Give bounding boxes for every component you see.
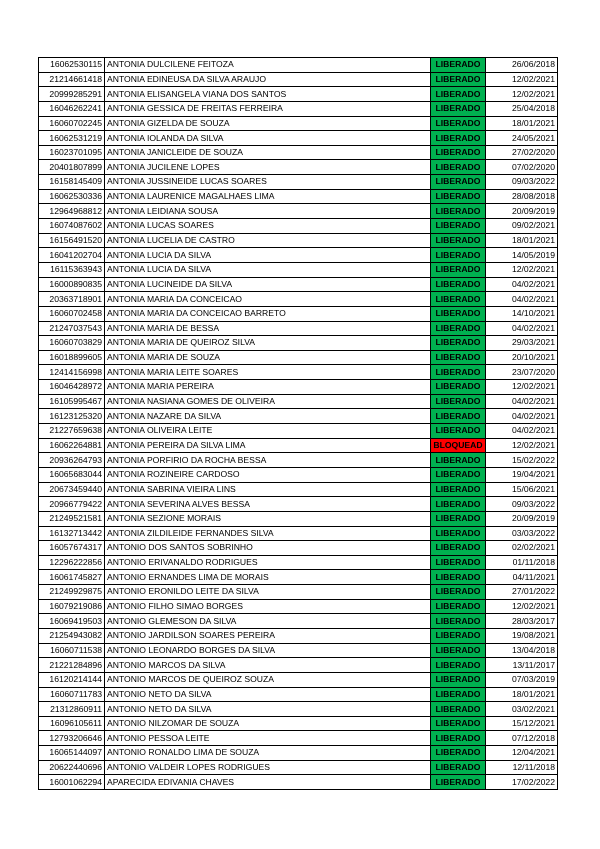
table-row [39,160,558,175]
table-row [39,526,558,541]
name-cell: ANTONIO GLEMESON DA SILVA [105,614,431,629]
id-cell: 20363718901 [39,292,105,307]
id-cell: 16023701095 [39,145,105,160]
status-cell: LIBERADO [431,204,486,219]
name-cell: ANTONIO PESSOA LEITE [105,731,431,746]
id-cell: 21214661418 [39,72,105,87]
date-cell: 14/10/2021 [486,306,558,321]
date-cell: 12/04/2021 [486,746,558,761]
status-cell: LIBERADO [431,453,486,468]
name-cell: ANTONIA SABRINA VIEIRA LINS [105,482,431,497]
status-cell: LIBERADO [431,116,486,131]
table-row [39,131,558,146]
status-cell: LIBERADO [431,248,486,263]
date-cell: 27/01/2022 [486,585,558,600]
status-cell: LIBERADO [431,233,486,248]
date-cell: 18/01/2021 [486,687,558,702]
date-cell: 13/11/2017 [486,658,558,673]
date-cell: 15/12/2021 [486,716,558,731]
status-cell: LIBERADO [431,424,486,439]
name-cell: ANTONIA SEZIONE MORAIS [105,511,431,526]
table-row [39,204,558,219]
date-cell: 09/02/2021 [486,219,558,234]
name-cell: ANTONIA LUCINEIDE DA SILVA [105,277,431,292]
name-cell: ANTONIA JUSSINEIDE LUCAS SOARES [105,175,431,190]
status-cell: LIBERADO [431,409,486,424]
date-cell: 15/06/2021 [486,482,558,497]
date-cell: 02/02/2021 [486,541,558,556]
status-cell: LIBERADO [431,643,486,658]
table-row [39,116,558,131]
status-cell: LIBERADO [431,175,486,190]
id-cell: 20673459440 [39,482,105,497]
table-row [39,672,558,687]
name-cell: ANTONIA NASIANA GOMES DE OLIVEIRA [105,394,431,409]
id-cell: 16062264881 [39,438,105,453]
table-row [39,336,558,351]
name-cell: ANTONIO LEONARDO BORGES DA SILVA [105,643,431,658]
status-cell: LIBERADO [431,380,486,395]
table-row [39,277,558,292]
id-cell: 16062530115 [39,58,105,73]
date-cell: 04/02/2021 [486,292,558,307]
table-row [39,248,558,263]
date-cell: 29/03/2021 [486,336,558,351]
status-cell: LIBERADO [431,541,486,556]
date-cell: 12/02/2021 [486,262,558,277]
date-cell: 03/02/2021 [486,702,558,717]
table-row [39,731,558,746]
id-cell: 16069419503 [39,614,105,629]
name-cell: ANTONIA DULCILENE FEITOZA [105,58,431,73]
status-cell: LIBERADO [431,585,486,600]
status-cell: LIBERADO [431,277,486,292]
id-cell: 20966779422 [39,497,105,512]
status-cell: LIBERADO [431,570,486,585]
name-cell: ANTONIO VALDEIR LOPES RODRIGUES [105,760,431,775]
id-cell: 16065144097 [39,746,105,761]
id-cell: 21254943082 [39,628,105,643]
name-cell: ANTONIA SEVERINA ALVES BESSA [105,497,431,512]
date-cell: 12/02/2021 [486,599,558,614]
date-cell: 19/08/2021 [486,628,558,643]
table-row [39,760,558,775]
table-row [39,511,558,526]
status-cell: LIBERADO [431,58,486,73]
id-cell: 16132713442 [39,526,105,541]
table-row [39,467,558,482]
table-row [39,58,558,73]
status-cell: LIBERADO [431,658,486,673]
name-cell: ANTONIA EDINEUSA DA SILVA ARAUJO [105,72,431,87]
name-cell: ANTONIA MARIA DE SOUZA [105,350,431,365]
date-cell: 07/03/2019 [486,672,558,687]
table-row [39,775,558,790]
id-cell: 16046262241 [39,101,105,116]
name-cell: ANTONIO MARCOS DE QUEIROZ SOUZA [105,672,431,687]
status-cell: LIBERADO [431,394,486,409]
date-cell: 07/12/2018 [486,731,558,746]
date-cell: 20/09/2019 [486,511,558,526]
id-cell: 16074087602 [39,219,105,234]
status-cell: LIBERADO [431,482,486,497]
table-row [39,614,558,629]
table-row [39,219,558,234]
table-row [39,380,558,395]
status-cell: LIBERADO [431,145,486,160]
table-row [39,262,558,277]
table-row [39,350,558,365]
status-cell: LIBERADO [431,219,486,234]
table-row [39,585,558,600]
name-cell: ANTONIA LAURENICE MAGALHAES LIMA [105,189,431,204]
id-cell: 16018899605 [39,350,105,365]
name-cell: ANTONIA MARIA DA CONCEICAO [105,292,431,307]
id-cell: 20401807899 [39,160,105,175]
table-row [39,570,558,585]
table-row [39,292,558,307]
id-cell: 16062531219 [39,131,105,146]
status-cell: LIBERADO [431,72,486,87]
name-cell: ANTONIA ROZINEIRE CARDOSO [105,467,431,482]
id-cell: 12296222856 [39,555,105,570]
table-row [39,424,558,439]
date-cell: 27/02/2020 [486,145,558,160]
id-cell: 16060711538 [39,643,105,658]
status-cell: BLOQUEAD [431,438,486,453]
status-cell: LIBERADO [431,467,486,482]
id-cell: 16046428972 [39,380,105,395]
name-cell: ANTONIO NETO DA SILVA [105,687,431,702]
name-cell: ANTONIO MARCOS DA SILVA [105,658,431,673]
table-row [39,72,558,87]
table-row [39,541,558,556]
id-cell: 16158145409 [39,175,105,190]
table-row [39,482,558,497]
table-row [39,628,558,643]
table-row [39,746,558,761]
table-row [39,394,558,409]
status-cell: LIBERADO [431,731,486,746]
status-cell: LIBERADO [431,262,486,277]
date-cell: 28/08/2018 [486,189,558,204]
name-cell: ANTONIA LEIDIANA SOUSA [105,204,431,219]
status-cell: LIBERADO [431,365,486,380]
name-cell: ANTONIA MARIA DA CONCEICAO BARRETO [105,306,431,321]
name-cell: ANTONIA ELISANGELA VIANA DOS SANTOS [105,87,431,102]
id-cell: 16065683044 [39,467,105,482]
id-cell: 21247037543 [39,321,105,336]
status-cell: LIBERADO [431,599,486,614]
status-cell: LIBERADO [431,292,486,307]
date-cell: 17/02/2022 [486,775,558,790]
name-cell: ANTONIO DOS SANTOS SOBRINHO [105,541,431,556]
id-cell: 16060711783 [39,687,105,702]
date-cell: 04/11/2021 [486,570,558,585]
id-cell: 12964968812 [39,204,105,219]
date-cell: 28/03/2017 [486,614,558,629]
table-row [39,497,558,512]
table-row [39,365,558,380]
name-cell: ANTONIA MARIA DE QUEIROZ SILVA [105,336,431,351]
id-cell: 12414156998 [39,365,105,380]
records-table-body [39,58,558,790]
name-cell: ANTONIA MARIA LEITE SOARES [105,365,431,380]
id-cell: 16000890835 [39,277,105,292]
id-cell: 20622440696 [39,760,105,775]
table-row [39,702,558,717]
status-cell: LIBERADO [431,672,486,687]
table-row [39,175,558,190]
name-cell: ANTONIA JANICLEIDE DE SOUZA [105,145,431,160]
id-cell: 16079219086 [39,599,105,614]
name-cell: ANTONIA ZILDILEIDE FERNANDES SILVA [105,526,431,541]
date-cell: 12/02/2021 [486,72,558,87]
date-cell: 18/01/2021 [486,233,558,248]
id-cell: 21249929875 [39,585,105,600]
status-cell: LIBERADO [431,87,486,102]
status-cell: LIBERADO [431,306,486,321]
table-row [39,306,558,321]
table-row [39,145,558,160]
date-cell: 23/07/2020 [486,365,558,380]
status-cell: LIBERADO [431,350,486,365]
table-row [39,643,558,658]
id-cell: 16123125320 [39,409,105,424]
id-cell: 16060702245 [39,116,105,131]
date-cell: 18/01/2021 [486,116,558,131]
table-row [39,716,558,731]
table-row [39,101,558,116]
status-cell: LIBERADO [431,131,486,146]
status-cell: LIBERADO [431,716,486,731]
table-row [39,687,558,702]
name-cell: ANTONIA LUCELIA DE CASTRO [105,233,431,248]
id-cell: 21221284896 [39,658,105,673]
name-cell: ANTONIA LUCIA DA SILVA [105,262,431,277]
name-cell: ANTONIO ERONILDO LEITE DA SILVA [105,585,431,600]
date-cell: 09/03/2022 [486,175,558,190]
name-cell: ANTONIO JARDILSON SOARES PEREIRA [105,628,431,643]
status-cell: LIBERADO [431,101,486,116]
name-cell: ANTONIA GIZELDA DE SOUZA [105,116,431,131]
date-cell: 04/02/2021 [486,321,558,336]
table-row [39,453,558,468]
name-cell: ANTONIO ERIVANALDO RODRIGUES [105,555,431,570]
id-cell: 16062530336 [39,189,105,204]
date-cell: 12/11/2018 [486,760,558,775]
date-cell: 04/02/2021 [486,424,558,439]
name-cell: ANTONIO NILZOMAR DE SOUZA [105,716,431,731]
date-cell: 20/09/2019 [486,204,558,219]
date-cell: 19/04/2021 [486,467,558,482]
name-cell: ANTONIO RONALDO LIMA DE SOUZA [105,746,431,761]
date-cell: 20/10/2021 [486,350,558,365]
table-row [39,438,558,453]
table-row [39,189,558,204]
name-cell: ANTONIA OLIVEIRA LEITE [105,424,431,439]
date-cell: 07/02/2020 [486,160,558,175]
id-cell: 16115363943 [39,262,105,277]
id-cell: 16041202704 [39,248,105,263]
status-cell: LIBERADO [431,160,486,175]
status-cell: LIBERADO [431,687,486,702]
id-cell: 16105995467 [39,394,105,409]
status-cell: LIBERADO [431,189,486,204]
date-cell: 01/11/2018 [486,555,558,570]
date-cell: 04/02/2021 [486,277,558,292]
status-cell: LIBERADO [431,702,486,717]
date-cell: 04/02/2021 [486,409,558,424]
id-cell: 16060702458 [39,306,105,321]
name-cell: ANTONIO FILHO SIMAO BORGES [105,599,431,614]
records-table [38,57,558,790]
id-cell: 16156491520 [39,233,105,248]
id-cell: 20936264793 [39,453,105,468]
date-cell: 25/04/2018 [486,101,558,116]
name-cell: ANTONIA LUCAS SOARES [105,219,431,234]
table-row [39,599,558,614]
name-cell: ANTONIA MARIA PEREIRA [105,380,431,395]
date-cell: 26/06/2018 [486,58,558,73]
table-row [39,555,558,570]
status-cell: LIBERADO [431,336,486,351]
name-cell: ANTONIA LUCIA DA SILVA [105,248,431,263]
name-cell: APARECIDA EDIVANIA CHAVES [105,775,431,790]
id-cell: 16096105611 [39,716,105,731]
status-cell: LIBERADO [431,614,486,629]
name-cell: ANTONIA GESSICA DE FREITAS FERREIRA [105,101,431,116]
status-cell: LIBERADO [431,321,486,336]
name-cell: ANTONIA PEREIRA DA SILVA LIMA [105,438,431,453]
name-cell: ANTONIA MARIA DE BESSA [105,321,431,336]
id-cell: 16001062294 [39,775,105,790]
id-cell: 21249521581 [39,511,105,526]
date-cell: 03/03/2022 [486,526,558,541]
date-cell: 14/05/2019 [486,248,558,263]
id-cell: 21227659638 [39,424,105,439]
name-cell: ANTONIO NETO DA SILVA [105,702,431,717]
date-cell: 12/02/2021 [486,438,558,453]
date-cell: 12/02/2021 [486,87,558,102]
date-cell: 12/02/2021 [486,380,558,395]
id-cell: 16061745827 [39,570,105,585]
name-cell: ANTONIA NAZARE DA SILVA [105,409,431,424]
name-cell: ANTONIA PORFIRIO DA ROCHA BESSA [105,453,431,468]
table-row [39,233,558,248]
id-cell: 12793206646 [39,731,105,746]
id-cell: 20999285291 [39,87,105,102]
table-row [39,658,558,673]
date-cell: 15/02/2022 [486,453,558,468]
date-cell: 04/02/2021 [486,394,558,409]
status-cell: LIBERADO [431,511,486,526]
name-cell: ANTONIA IOLANDA DA SILVA [105,131,431,146]
date-cell: 24/05/2021 [486,131,558,146]
table-row [39,87,558,102]
name-cell: ANTONIA JUCILENE LOPES [105,160,431,175]
name-cell: ANTONIO ERNANDES LIMA DE MORAIS [105,570,431,585]
date-cell: 09/03/2022 [486,497,558,512]
date-cell: 13/04/2018 [486,643,558,658]
id-cell: 16120214144 [39,672,105,687]
status-cell: LIBERADO [431,760,486,775]
status-cell: LIBERADO [431,555,486,570]
id-cell: 16057674317 [39,541,105,556]
status-cell: LIBERADO [431,746,486,761]
status-cell: LIBERADO [431,628,486,643]
id-cell: 21312860911 [39,702,105,717]
status-cell: LIBERADO [431,526,486,541]
status-cell: LIBERADO [431,497,486,512]
table-row [39,321,558,336]
table-row [39,409,558,424]
status-cell: LIBERADO [431,775,486,790]
id-cell: 16060703829 [39,336,105,351]
